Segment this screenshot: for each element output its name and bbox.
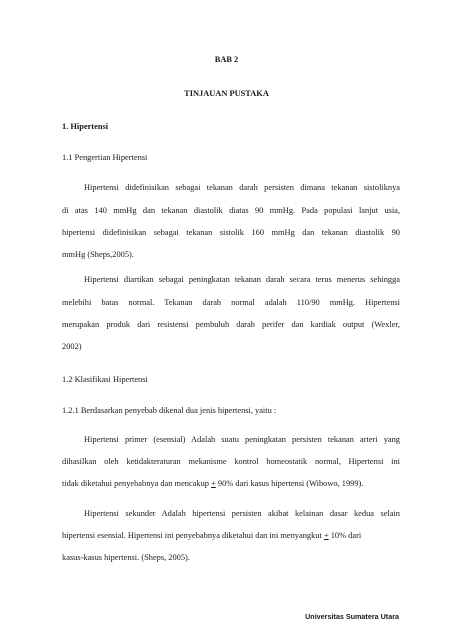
footer-university: Universitas Sumatera Utara [305, 612, 399, 621]
paragraph-1-line-1: Hipertensi didefinisikan sebagai tekanan darah persisten dimana tekanan sistoliknya [84, 183, 400, 192]
plus-minus-sign: + [323, 531, 329, 540]
section-heading-hipertensi: 1. Hipertensi [62, 122, 109, 131]
paragraph-2-line-1: Hipertensi diartikan sebagai peningkatan tekanan darah secara terus menerus sehingga [84, 275, 400, 284]
paragraph-1-line-4: mmHg (Sheps,2005). [62, 250, 134, 259]
paragraph-1-line-3: hipertensi didefinisikan sebagai tekanan sistolik 160 mmHg dan tekanan diastolik 90 [62, 228, 400, 237]
paragraph-3-line-3-end: 90% dari kasus hipertensi (Wibowo, 1999). [215, 479, 364, 488]
plus-minus-sign: + [211, 479, 216, 488]
paragraph-4-line-2 [62, 530, 400, 541]
paragraph-2-line-2: melebihi batas normal. Tekanan darah normal adalah 110/90 mmHg. Hipertensi [62, 298, 400, 307]
paragraph-2-line-4: 2002) [62, 342, 82, 351]
chapter-title: TINJAUAN PUSTAKA [184, 89, 269, 98]
paragraph-4-line-3: kasus-kasus hipertensi. (Sheps, 2005). [62, 553, 190, 562]
paragraph-2-line-3: merupakan produk dari resistensi pembuluh darah perifer dan kardiak output (Wexler, [62, 320, 400, 329]
paragraph-3-line-2: dihasilkan oleh ketidakteraturan mekanisme kontrol homeostatik normal, Hipertensi ini [62, 457, 400, 466]
chapter-heading: BAB 2 [214, 55, 239, 64]
paragraph-3-line-3-start: tidak diketahui penyebabnya dan mencakup [62, 479, 212, 488]
subsubsection-heading-penyebab: 1.2.1 Berdasarkan penyebab dikenal dua jenis hipertensi, yaitu : [62, 406, 277, 415]
subsection-heading-klasifikasi: 1.2 Klasifikasi Hipertensi [62, 375, 148, 384]
paragraph-4-line-2-end: 10% dari [328, 531, 362, 540]
paragraph-3-line-1: Hipertensi primer (esensial) Adalah suatu peningkatan persisten tekanan arteri yang [84, 435, 400, 444]
paragraph-4-line-1: Hipertensi sekunder Adalah hipertensi persisten akibat kelainan dasar kedua selain [84, 509, 400, 518]
subsection-heading-pengertian: 1.1 Pengertian Hipertensi [62, 153, 148, 162]
paragraph-4-line-2-start: hipertensi esensial. Hipertensi ini penyebabnya diketahui dan ini menyangkut [62, 531, 324, 540]
paragraph-3-line-3 [62, 478, 400, 489]
paragraph-1-line-2: di atas 140 mmHg dan tekanan diastolik diatas 90 mmHg. Pada populasi lanjut usia, [62, 206, 400, 215]
